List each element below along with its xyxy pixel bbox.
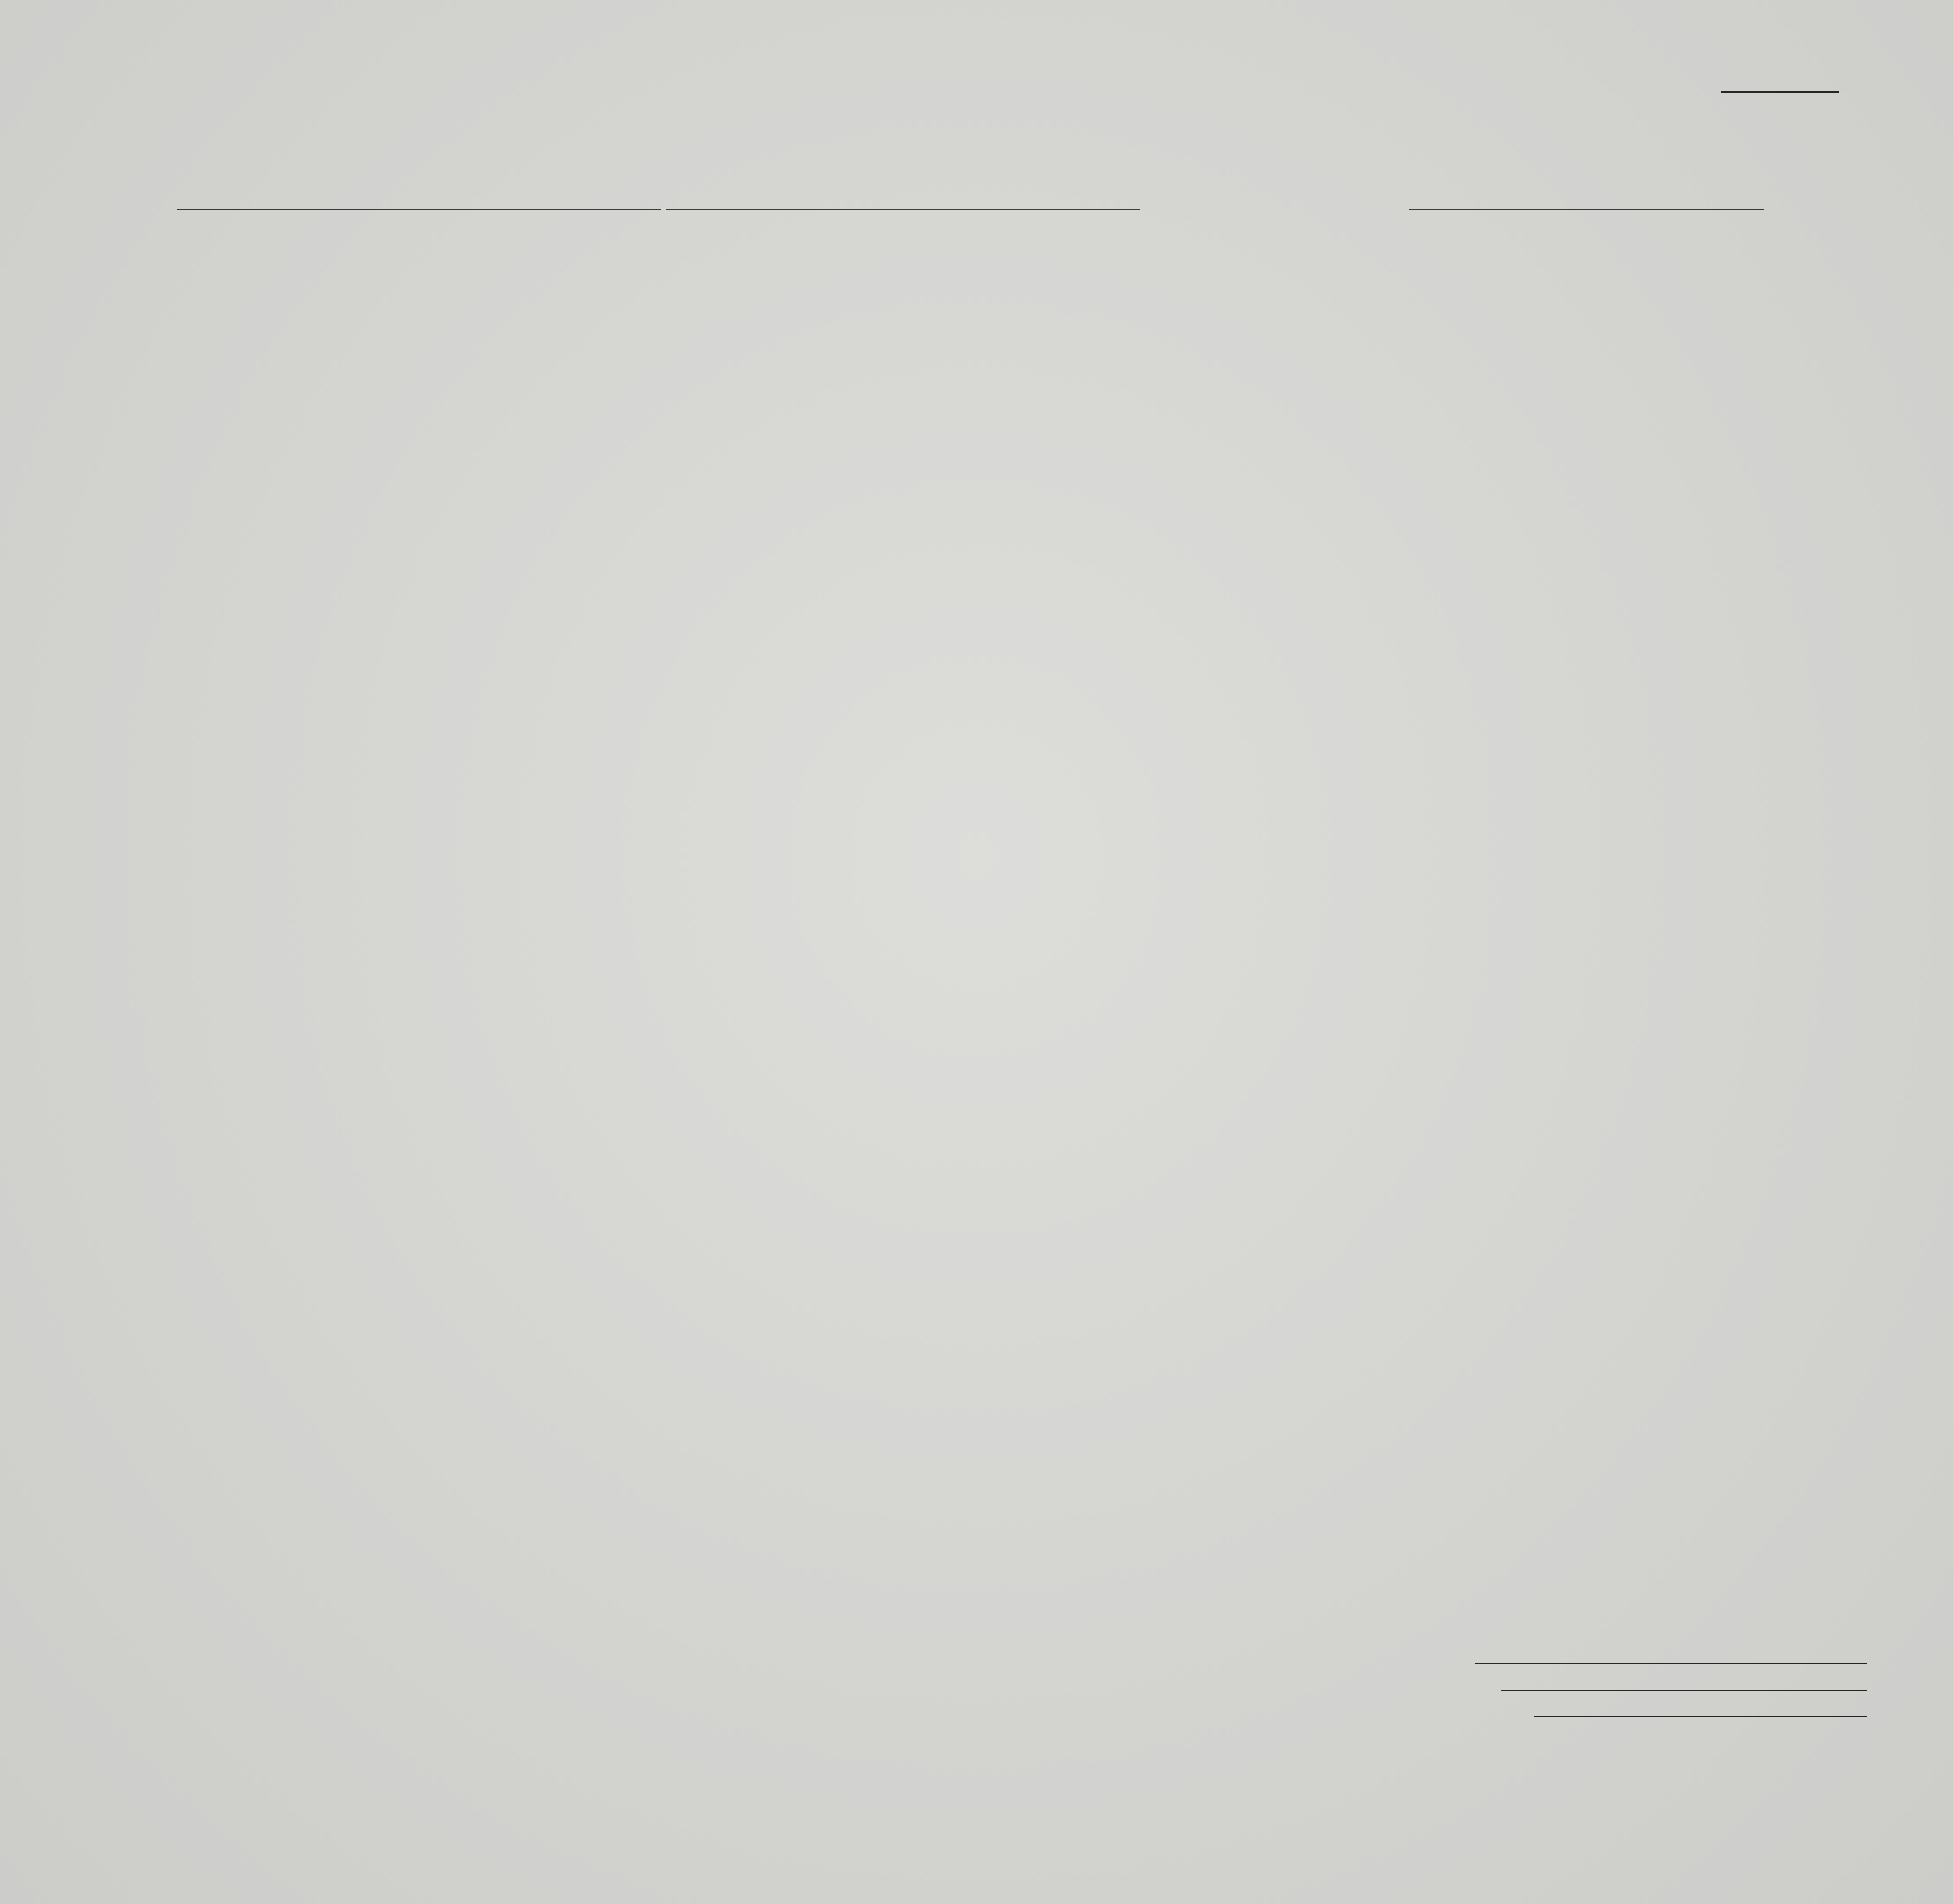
arrival-year xyxy=(1807,189,1834,209)
line-rule xyxy=(1475,1663,1867,1664)
departure-port xyxy=(666,189,935,210)
voyage-line xyxy=(117,182,1839,212)
arrival-port-date xyxy=(1409,189,1764,210)
ship-name xyxy=(177,189,661,210)
agents-rule xyxy=(1534,1716,1867,1717)
owners-rule xyxy=(1501,1690,1867,1691)
number-underline xyxy=(1721,91,1839,93)
sailing-date xyxy=(935,189,1140,210)
sail-year xyxy=(1159,189,1186,209)
